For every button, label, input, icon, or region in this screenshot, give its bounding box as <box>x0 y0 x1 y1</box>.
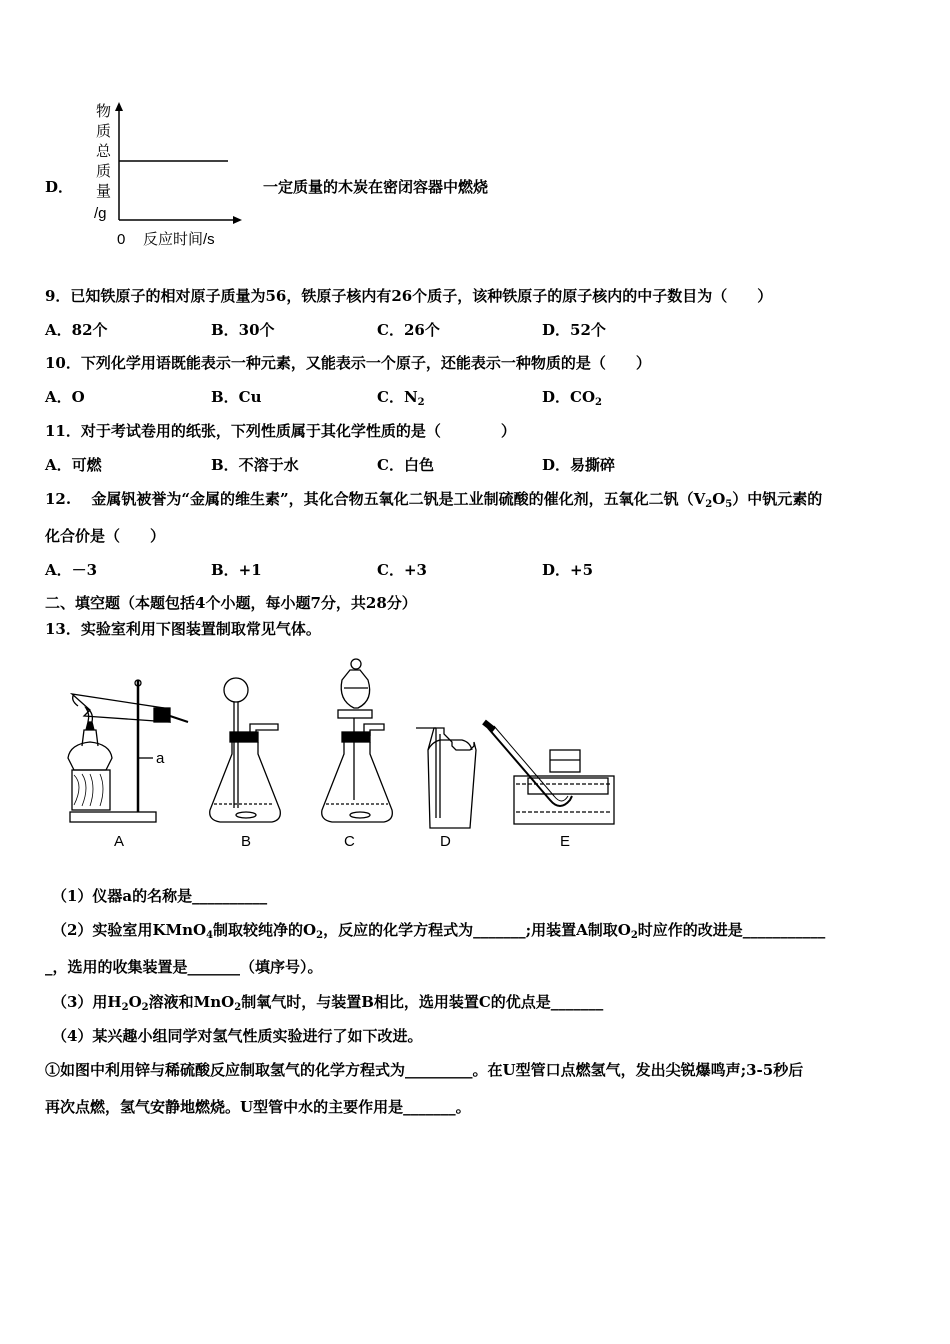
q11-option-a: A．可燃 <box>45 456 102 474</box>
y-axis-char: 物 <box>96 103 112 120</box>
q10-option-c: C．$N_2$ <box>377 388 425 408</box>
apparatus-d <box>416 728 476 850</box>
label-C: C <box>344 833 355 850</box>
q8-option-d: D． <box>45 178 74 196</box>
q9-option-c: C．26个 <box>377 321 440 339</box>
q11-option-c: C．白色 <box>377 456 434 474</box>
origin-label: 0 <box>117 231 126 248</box>
q13-part4-sub1: ①如图中利用锌与稀硫酸反应制取氢气的化学方程式为_________。在U型管口点燃氢气，发出尖锐爆鸣声;3-5秒后 <box>45 1061 804 1079</box>
apparatus-figure <box>60 650 620 855</box>
q13-part2-line2: _，选用的收集装置是_______（填序号）。 <box>45 958 323 976</box>
q13-part2: （2）实验室用KMnO$_4$制取较纯净的$O_2$，反应的化学方程式为_______;用装置A制取$O_2$时应作的改进是___________ <box>52 921 826 941</box>
q12-option-a: A．－3 <box>45 561 98 579</box>
y-axis-char: 量 <box>96 183 112 200</box>
q13-stem: 13．实验室利用下图装置制取常见气体。 <box>45 620 321 638</box>
q12-option-c: C．+3 <box>377 561 427 579</box>
q9-option-d: D．52个 <box>542 321 606 339</box>
q9-option-b: B．30个 <box>211 321 275 339</box>
label-D: D <box>440 833 451 850</box>
apparatus-b <box>210 678 281 850</box>
q13-part1: （1）仪器a的名称是__________ <box>52 887 268 905</box>
x-axis-label: 反应时间/s <box>143 231 215 248</box>
q12-stem: 12. 金属钒被誉为“金属的维生素”，其化合物五氧化二钒是工业制硫酸的催化剂，五氧化二钒$(V_2O_5)$中钒元素的 <box>45 490 823 510</box>
label-E: E <box>560 833 571 850</box>
section-heading: 二、填空题（本题包括4个小题，每小题7分，共28分） <box>45 594 417 612</box>
q13-part4: （4）某兴趣小组同学对氢气性质实验进行了如下改进。 <box>52 1027 423 1045</box>
label-B: B <box>241 833 252 850</box>
q8d-graph <box>90 98 250 250</box>
y-axis-unit: /g <box>94 205 107 222</box>
apparatus-a <box>68 680 188 850</box>
q10-stem: 10．下列化学用语既能表示一种元素，又能表示一个原子，还能表示一种物质的是（ ） <box>45 354 651 372</box>
q8d-description: 一定质量的木炭在密闭容器中燃烧 <box>263 178 489 196</box>
y-axis-char: 总 <box>96 143 112 160</box>
y-axis-char: 质 <box>96 163 112 180</box>
q13-part4-sub1-line2: 再次点燃，氢气安静地燃烧。U型管中水的主要作用是_______。 <box>45 1098 471 1116</box>
label-a: a <box>156 750 165 767</box>
q12-stem-line2: 化合价是（ ） <box>45 527 166 545</box>
q11-option-b: B．不溶于水 <box>211 456 299 474</box>
apparatus-e <box>484 722 614 850</box>
q10-option-a: A．O <box>45 388 85 406</box>
q10-option-b: B．Cu <box>211 388 262 406</box>
q9-stem: 9．已知铁原子的相对原子质量为56，铁原子核内有26个质子，该种铁原子的原子核内的中子数目为（ ） <box>45 287 773 305</box>
q13-part3: （3）用$H_2O_2$溶液和MnO$_2$制氧气时，与装置B相比，选用装置C的优点是_______ <box>52 993 604 1013</box>
q12-option-b: B．+1 <box>211 561 262 579</box>
q11-option-d: D．易撕碎 <box>542 456 616 474</box>
q11-stem: 11．对于考试卷用的纸张，下列性质属于其化学性质的是（ ） <box>45 422 516 440</box>
q10-option-d: D．$CO_2$ <box>542 388 602 408</box>
y-axis-char: 质 <box>96 123 112 140</box>
q9-option-a: A．82个 <box>45 321 108 339</box>
q12-option-d: D．+5 <box>542 561 594 579</box>
label-A: A <box>114 833 125 850</box>
apparatus-c <box>322 659 393 850</box>
